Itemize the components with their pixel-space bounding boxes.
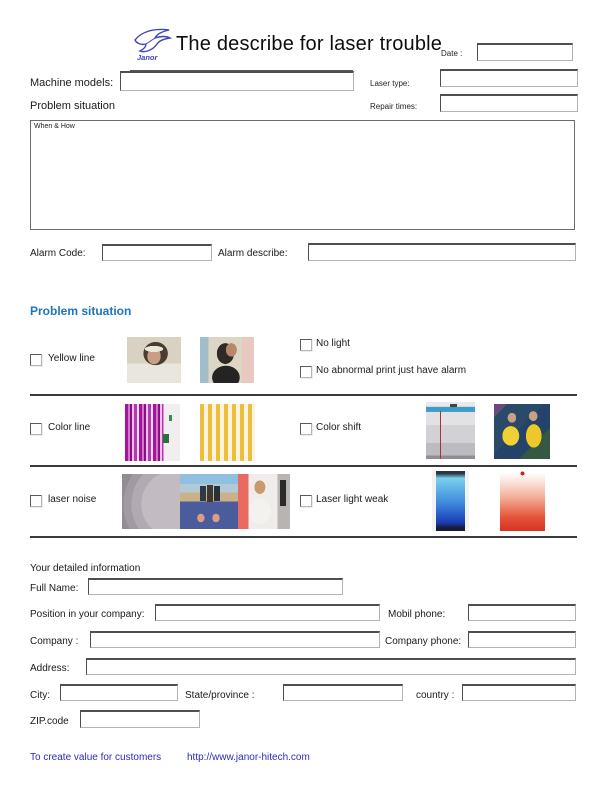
bird-logo-icon bbox=[132, 25, 172, 63]
alarm-code-input[interactable] bbox=[102, 244, 212, 261]
alarm-describe-input[interactable] bbox=[308, 243, 576, 261]
section-divider bbox=[30, 536, 577, 538]
laser-light-weak-label: Laser light weak bbox=[316, 494, 389, 505]
position-label: Position in your company: bbox=[30, 609, 145, 620]
laser-weak-sample-blue bbox=[432, 471, 469, 531]
city-label: City: bbox=[30, 690, 50, 701]
company-phone-label: Company phone: bbox=[385, 636, 462, 647]
date-input[interactable] bbox=[477, 43, 573, 61]
yellow-line-label: Yellow line bbox=[48, 353, 95, 364]
janor-logo bbox=[132, 25, 172, 63]
laser-noise-checkbox[interactable] bbox=[30, 495, 42, 507]
laser-noise-sample-portrait bbox=[238, 474, 290, 529]
color-line-sample-magenta bbox=[125, 404, 180, 461]
no-abnormal-checkbox[interactable] bbox=[300, 366, 312, 378]
color-shift-sample-scan bbox=[426, 402, 475, 459]
zip-input[interactable] bbox=[80, 710, 200, 728]
laser-noise-label: laser noise bbox=[48, 494, 97, 505]
logo-text: Janor bbox=[137, 53, 158, 62]
laser-type-input[interactable] bbox=[440, 69, 578, 87]
mobil-phone-label: Mobil phone: bbox=[388, 609, 446, 620]
yellow-line-sample-photo-1 bbox=[127, 337, 181, 383]
color-shift-sample-photo bbox=[494, 404, 550, 459]
section-divider bbox=[30, 394, 577, 396]
color-shift-checkbox[interactable] bbox=[300, 423, 312, 435]
laser-weak-sample-red bbox=[500, 471, 545, 531]
no-light-label: No light bbox=[316, 338, 350, 349]
section-divider bbox=[30, 465, 577, 467]
full-name-label: Full Name: bbox=[30, 583, 79, 594]
yellow-line-checkbox[interactable] bbox=[30, 354, 42, 366]
date-label: Date : bbox=[441, 49, 463, 58]
laser-light-weak-checkbox[interactable] bbox=[300, 495, 312, 507]
state-label: State/province : bbox=[185, 690, 255, 701]
state-input[interactable] bbox=[283, 684, 403, 701]
laser-type-label: Laser type: bbox=[370, 79, 410, 88]
when-how-hint: When & How bbox=[34, 123, 75, 130]
details-heading: Your detailed information bbox=[30, 563, 141, 574]
color-line-label: Color line bbox=[48, 422, 91, 433]
country-label: country : bbox=[416, 690, 455, 701]
alarm-describe-label: Alarm describe: bbox=[218, 248, 288, 259]
company-label: Company : bbox=[30, 636, 79, 647]
when-how-textarea[interactable] bbox=[30, 120, 575, 230]
footer-url[interactable]: http://www.janor-hitech.com bbox=[187, 752, 310, 763]
repair-times-label: Repair times: bbox=[370, 102, 418, 111]
company-phone-input[interactable] bbox=[468, 631, 576, 648]
repair-times-input[interactable] bbox=[440, 94, 578, 112]
page-title: The describe for laser trouble bbox=[176, 33, 443, 55]
no-light-checkbox[interactable] bbox=[300, 339, 312, 351]
color-line-sample-yellow bbox=[200, 404, 255, 461]
full-name-input[interactable] bbox=[88, 578, 343, 595]
city-input[interactable] bbox=[60, 684, 178, 701]
company-input[interactable] bbox=[90, 631, 380, 648]
machine-models-input[interactable] bbox=[120, 71, 354, 91]
country-input[interactable] bbox=[462, 684, 576, 701]
color-line-checkbox[interactable] bbox=[30, 423, 42, 435]
problem-section-heading: Problem situation bbox=[30, 304, 132, 318]
address-label: Address: bbox=[30, 663, 70, 674]
problem-situation-label: Problem situation bbox=[30, 100, 115, 112]
alarm-code-label: Alarm Code: bbox=[30, 248, 86, 259]
mobil-phone-input[interactable] bbox=[468, 604, 576, 621]
laser-noise-sample-collage bbox=[180, 474, 238, 529]
zip-label: ZIP.code bbox=[30, 716, 69, 727]
no-abnormal-label: No abnormal print just have alarm bbox=[316, 365, 467, 376]
address-input[interactable] bbox=[86, 658, 576, 675]
laser-noise-sample-gray bbox=[122, 474, 180, 529]
color-shift-label: Color shift bbox=[316, 422, 362, 433]
yellow-line-sample-photo-2 bbox=[200, 337, 254, 383]
machine-models-label: Machine models: bbox=[30, 77, 114, 89]
position-input[interactable] bbox=[155, 604, 380, 621]
footer-slogan: To create value for customers bbox=[30, 752, 162, 763]
